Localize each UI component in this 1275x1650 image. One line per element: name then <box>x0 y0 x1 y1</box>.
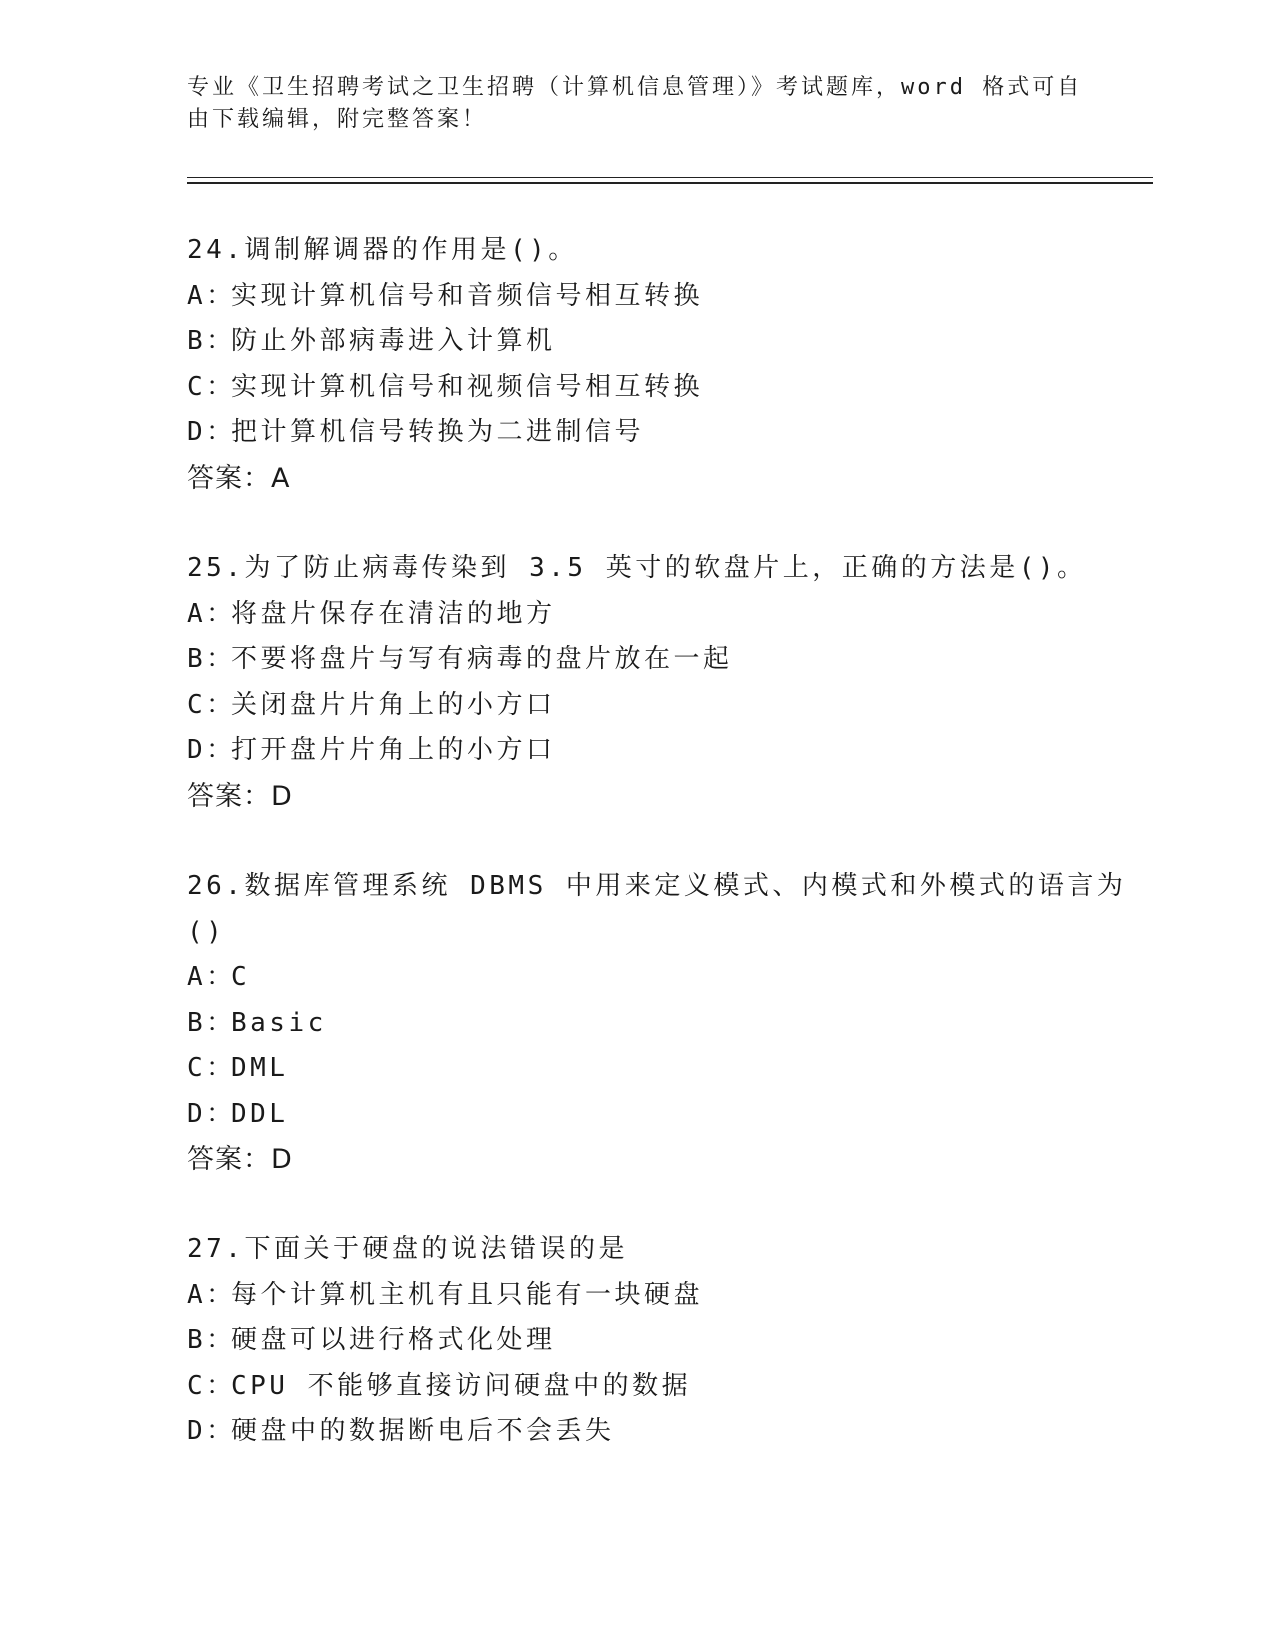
option-text: DDL <box>231 1098 289 1129</box>
option-text: 每个计算机主机有且只能有一块硬盘 <box>231 1279 704 1310</box>
option-d <box>187 1409 1087 1455</box>
option-text: 实现计算机信号和音频信号相互转换 <box>231 280 704 311</box>
option-c <box>187 683 1087 729</box>
question-stem: 24.调制解调器的作用是()。 <box>187 235 578 265</box>
question-26 <box>187 864 1127 1183</box>
header-divider-thin <box>187 177 1153 178</box>
option-text: 把计算机信号转换为二进制信号 <box>231 417 645 447</box>
option-b <box>187 637 1087 683</box>
option-key: A： <box>187 280 236 311</box>
option-key: B： <box>187 326 236 356</box>
option-text: Basic <box>231 1007 327 1038</box>
option-a <box>187 592 1087 638</box>
option-c <box>187 1364 1087 1410</box>
question-25 <box>187 546 1087 819</box>
header-line-1: 专业《卫生招聘考试之卫生招聘（计算机信息管理）》考试题库，word 格式可自 <box>187 75 1083 100</box>
option-text: 硬盘中的数据断电后不会丢失 <box>231 1416 615 1446</box>
header-line-2: 由下载编辑，附完整答案！ <box>187 107 488 132</box>
option-a <box>187 274 1087 320</box>
option-text: CPU 不能够直接访问硬盘中的数据 <box>231 1370 692 1401</box>
option-key: A： <box>187 962 236 992</box>
option-text: 硬盘可以进行格式化处理 <box>231 1325 556 1355</box>
option-c <box>187 365 1087 411</box>
document-header <box>187 72 1087 136</box>
option-b <box>187 319 1087 365</box>
question-stem: 25.为了防止病毒传染到 3.5 英寸的软盘片上，正确的方法是()。 <box>187 553 1087 583</box>
option-key: B： <box>187 1325 236 1355</box>
option-text: C <box>231 962 251 992</box>
option-d <box>187 1092 1087 1138</box>
option-d <box>187 728 1087 774</box>
option-key: B： <box>187 644 236 674</box>
option-key: B： <box>187 1007 236 1038</box>
option-key: D： <box>187 735 236 765</box>
question-stem: 27.下面关于硬盘的说法错误的是 <box>187 1234 628 1264</box>
option-key: A： <box>187 1279 236 1310</box>
option-key: C： <box>187 1370 236 1401</box>
option-key: C： <box>187 689 236 720</box>
option-key: D： <box>187 1416 236 1446</box>
question-24 <box>187 228 1087 501</box>
option-key: D： <box>187 417 236 447</box>
option-text: DML <box>231 1053 289 1083</box>
option-c <box>187 1046 1087 1092</box>
answer-line: 答案：A <box>187 462 291 494</box>
option-b <box>187 1001 1087 1047</box>
option-text: 将盘片保存在清洁的地方 <box>231 598 556 629</box>
option-text: 实现计算机信号和视频信号相互转换 <box>231 371 704 402</box>
option-a <box>187 1273 1087 1319</box>
question-27 <box>187 1227 1087 1455</box>
answer-line: 答案：D <box>187 1144 293 1175</box>
option-key: A： <box>187 598 236 629</box>
option-key: C： <box>187 1053 236 1083</box>
header-divider-thick <box>187 182 1153 184</box>
option-text: 关闭盘片片角上的小方口 <box>231 689 556 720</box>
option-key: C： <box>187 371 236 402</box>
question-stem-continuation: () <box>187 916 226 947</box>
question-stem: 26.数据库管理系统 DBMS 中用来定义模式、内模式和外模式的语言为 <box>187 871 1127 901</box>
option-text: 打开盘片片角上的小方口 <box>231 735 556 765</box>
option-b <box>187 1318 1087 1364</box>
option-text: 不要将盘片与写有病毒的盘片放在一起 <box>231 644 733 674</box>
answer-line: 答案：D <box>187 780 293 812</box>
option-text: 防止外部病毒进入计算机 <box>231 326 556 356</box>
option-key: D： <box>187 1098 236 1129</box>
option-a <box>187 955 1087 1001</box>
option-d <box>187 410 1087 456</box>
